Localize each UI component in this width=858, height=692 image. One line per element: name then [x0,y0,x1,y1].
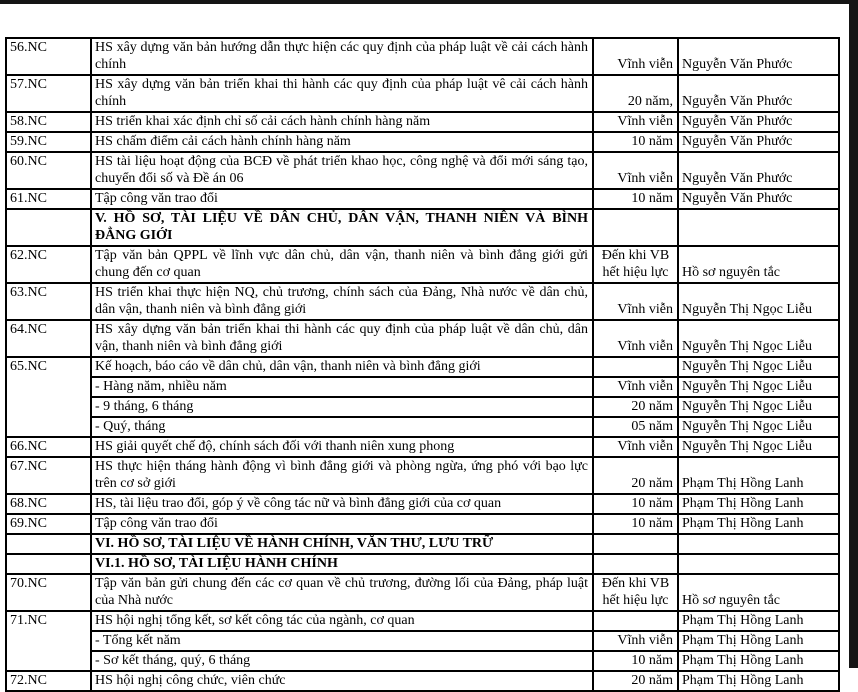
record-code-cell: 59.NC [6,132,91,152]
handler-name-cell: Nguyễn Văn Phước [678,132,839,152]
record-title-cell: HS xây dựng văn bản hướng dẫn thực hiện các quy định của pháp luật về cải cách hành chính [91,38,593,75]
retention-term-cell: Vĩnh viễn [593,631,678,651]
table-row [6,357,839,377]
retention-term-cell: Vĩnh viễn [593,320,678,357]
handler-name-cell: Nguyễn Thị Ngọc Liễu [678,283,839,320]
handler-name-cell: Phạm Thị Hồng Lanh [678,671,839,691]
table-row [6,112,839,132]
handler-name-cell [678,534,839,554]
viewer-top-edge [0,0,858,4]
retention-term-cell: 10 năm [593,514,678,534]
handler-name-cell: Phạm Thị Hồng Lanh [678,457,839,494]
section-row [6,554,839,574]
record-code-cell: 56.NC [6,38,91,75]
record-code-cell: 67.NC [6,457,91,494]
retention-term-cell [593,554,678,574]
retention-term-cell: 20 năm [593,397,678,417]
record-code-cell: 58.NC [6,112,91,132]
retention-term-cell [593,209,678,246]
table-row [6,283,839,320]
record-code-cell: 57.NC [6,75,91,112]
retention-term-cell: 05 năm [593,417,678,437]
record-code-cell: 70.NC [6,574,91,611]
record-title-cell: HS xây dựng văn bản triển khai thi hành các quy định của pháp luật về dân chủ, dân vận, thanh niên và bình đẳng giới [91,320,593,357]
record-code-cell [6,534,91,554]
handler-name-cell: Nguyễn Văn Phước [678,112,839,132]
record-title-cell: - Hàng năm, nhiều năm [91,377,593,397]
record-title-cell: Tập công văn trao đổi [91,514,593,534]
table-row [6,494,839,514]
record-title-cell: HS triển khai xác định chỉ số cải cách hành chính hàng năm [91,112,593,132]
handler-name-cell: Phạm Thị Hồng Lanh [678,631,839,651]
record-title-cell: HS, tài liệu trao đổi, góp ý về công tác nữ và bình đẳng giới của cơ quan [91,494,593,514]
handler-name-cell: Nguyễn Thị Ngọc Liễu [678,417,839,437]
table-row [6,611,839,631]
record-code-cell [6,209,91,246]
record-code-cell: 71.NC [6,611,91,671]
record-title-cell: - Tổng kết năm [91,631,593,651]
table-row [6,38,839,75]
handler-name-cell: Nguyễn Văn Phước [678,152,839,189]
table-row [6,514,839,534]
retention-schedule-table [5,37,840,692]
table-row [6,152,839,189]
record-title-cell: HS triển khai thực hiện NQ, chủ trương, chính sách của Đảng, Nhà nước về dân chủ, dân vận, thanh niên và bình đẳng giới [91,283,593,320]
retention-term-cell: Vĩnh viễn [593,283,678,320]
record-title-cell: - 9 tháng, 6 tháng [91,397,593,417]
section-heading-cell: V. HỒ SƠ, TÀI LIỆU VỀ DÂN CHỦ, DÂN VẬN, THANH NIÊN VÀ BÌNH ĐẲNG GIỚI [91,209,593,246]
retention-term-cell: 10 năm [593,132,678,152]
record-title-cell: Tập văn bản gửi chung đến các cơ quan về chủ trương, đường lối của Đảng, pháp luật của Nhà nước [91,574,593,611]
table-row [6,75,839,112]
handler-name-cell: Phạm Thị Hồng Lanh [678,494,839,514]
retention-term-cell: 20 năm [593,671,678,691]
handler-name-cell: Hồ sơ nguyên tắc [678,246,839,283]
retention-term-cell: Vĩnh viễn [593,112,678,132]
record-code-cell: 63.NC [6,283,91,320]
retention-term-cell: 10 năm [593,494,678,514]
record-code-cell: 66.NC [6,437,91,457]
retention-term-cell [593,611,678,631]
sub-row [6,397,839,417]
handler-name-cell: Nguyễn Thị Ngọc Liễu [678,397,839,417]
handler-name-cell: Phạm Thị Hồng Lanh [678,514,839,534]
record-title-cell: HS hội nghị tổng kết, sơ kết công tác của ngành, cơ quan [91,611,593,631]
retention-term-cell: 20 năm, [593,75,678,112]
record-title-cell: HS hội nghị công chức, viên chức [91,671,593,691]
handler-name-cell: Phạm Thị Hồng Lanh [678,611,839,631]
record-title-cell: Tập văn bản QPPL về lĩnh vực dân chủ, dân vận, thanh niên và bình đẳng giới gửi chung đến cơ quan [91,246,593,283]
retention-term-cell: Vĩnh viễn [593,152,678,189]
table-row [6,320,839,357]
retention-term-cell [593,357,678,377]
table-row [6,189,839,209]
retention-term-cell: 20 năm [593,457,678,494]
retention-term-cell: 10 năm [593,651,678,671]
table-row [6,437,839,457]
record-title-cell: HS giải quyết chế độ, chính sách đối với thanh niên xung phong [91,437,593,457]
retention-term-cell: Vĩnh viễn [593,437,678,457]
handler-name-cell: Phạm Thị Hồng Lanh [678,651,839,671]
handler-name-cell: Hồ sơ nguyên tắc [678,574,839,611]
handler-name-cell: Nguyễn Thị Ngọc Liễu [678,377,839,397]
retention-term-cell: Vĩnh viễn [593,38,678,75]
table-row [6,574,839,611]
handler-name-cell [678,209,839,246]
handler-name-cell: Nguyễn Thị Ngọc Liễu [678,320,839,357]
sub-row [6,631,839,651]
retention-term-cell: Đến khi VB hết hiệu lực [593,574,678,611]
record-title-cell: HS tài liệu hoạt động của BCĐ về phát triển khao học, công nghệ và đổi mới sáng tạo, chuyển đổi số và Đề án 06 [91,152,593,189]
handler-name-cell: Nguyễn Văn Phước [678,189,839,209]
table-row [6,671,839,691]
record-code-cell: 64.NC [6,320,91,357]
record-title-cell: Tập công văn trao đổi [91,189,593,209]
record-title-cell: - Sơ kết tháng, quý, 6 tháng [91,651,593,671]
record-code-cell: 62.NC [6,246,91,283]
record-code-cell: 60.NC [6,152,91,189]
section-heading-cell: VI.1. HỒ SƠ, TÀI LIỆU HÀNH CHÍNH [91,554,593,574]
retention-schedule-body [6,38,839,691]
section-row [6,534,839,554]
record-title-cell: HS chấm điểm cải cách hành chính hàng năm [91,132,593,152]
retention-term-cell: Đến khi VB hết hiệu lực [593,246,678,283]
section-heading-cell: VI. HỒ SƠ, TÀI LIỆU VỀ HÀNH CHÍNH, VĂN THƯ, LƯU TRỮ [91,534,593,554]
table-row [6,457,839,494]
handler-name-cell: Nguyễn Thị Ngọc Liễu [678,437,839,457]
record-code-cell: 69.NC [6,514,91,534]
handler-name-cell: Nguyễn Thị Ngọc Liễu [678,357,839,377]
viewer-right-edge [849,0,858,668]
record-title-cell: - Quý, tháng [91,417,593,437]
record-title-cell: Kế hoạch, báo cáo về dân chủ, dân vận, thanh niên và bình đẳng giới [91,357,593,377]
table-row [6,132,839,152]
sub-row [6,651,839,671]
handler-name-cell [678,554,839,574]
record-code-cell [6,554,91,574]
sub-row [6,377,839,397]
handler-name-cell: Nguyễn Văn Phước [678,38,839,75]
handler-name-cell: Nguyễn Văn Phước [678,75,839,112]
record-code-cell: 68.NC [6,494,91,514]
section-row [6,209,839,246]
retention-term-cell: Vĩnh viễn [593,377,678,397]
record-title-cell: HS thực hiện tháng hành động vì bình đẳng giới và phòng ngừa, ứng phó với bạo lực trên cơ sở giới [91,457,593,494]
sub-row [6,417,839,437]
record-title-cell: HS xây dựng văn bản triển khai thi hành các quy định của pháp luật vê cải cách hành chính [91,75,593,112]
record-code-cell: 61.NC [6,189,91,209]
retention-term-cell [593,534,678,554]
record-code-cell: 65.NC [6,357,91,437]
record-code-cell: 72.NC [6,671,91,691]
table-row [6,246,839,283]
retention-term-cell: 10 năm [593,189,678,209]
